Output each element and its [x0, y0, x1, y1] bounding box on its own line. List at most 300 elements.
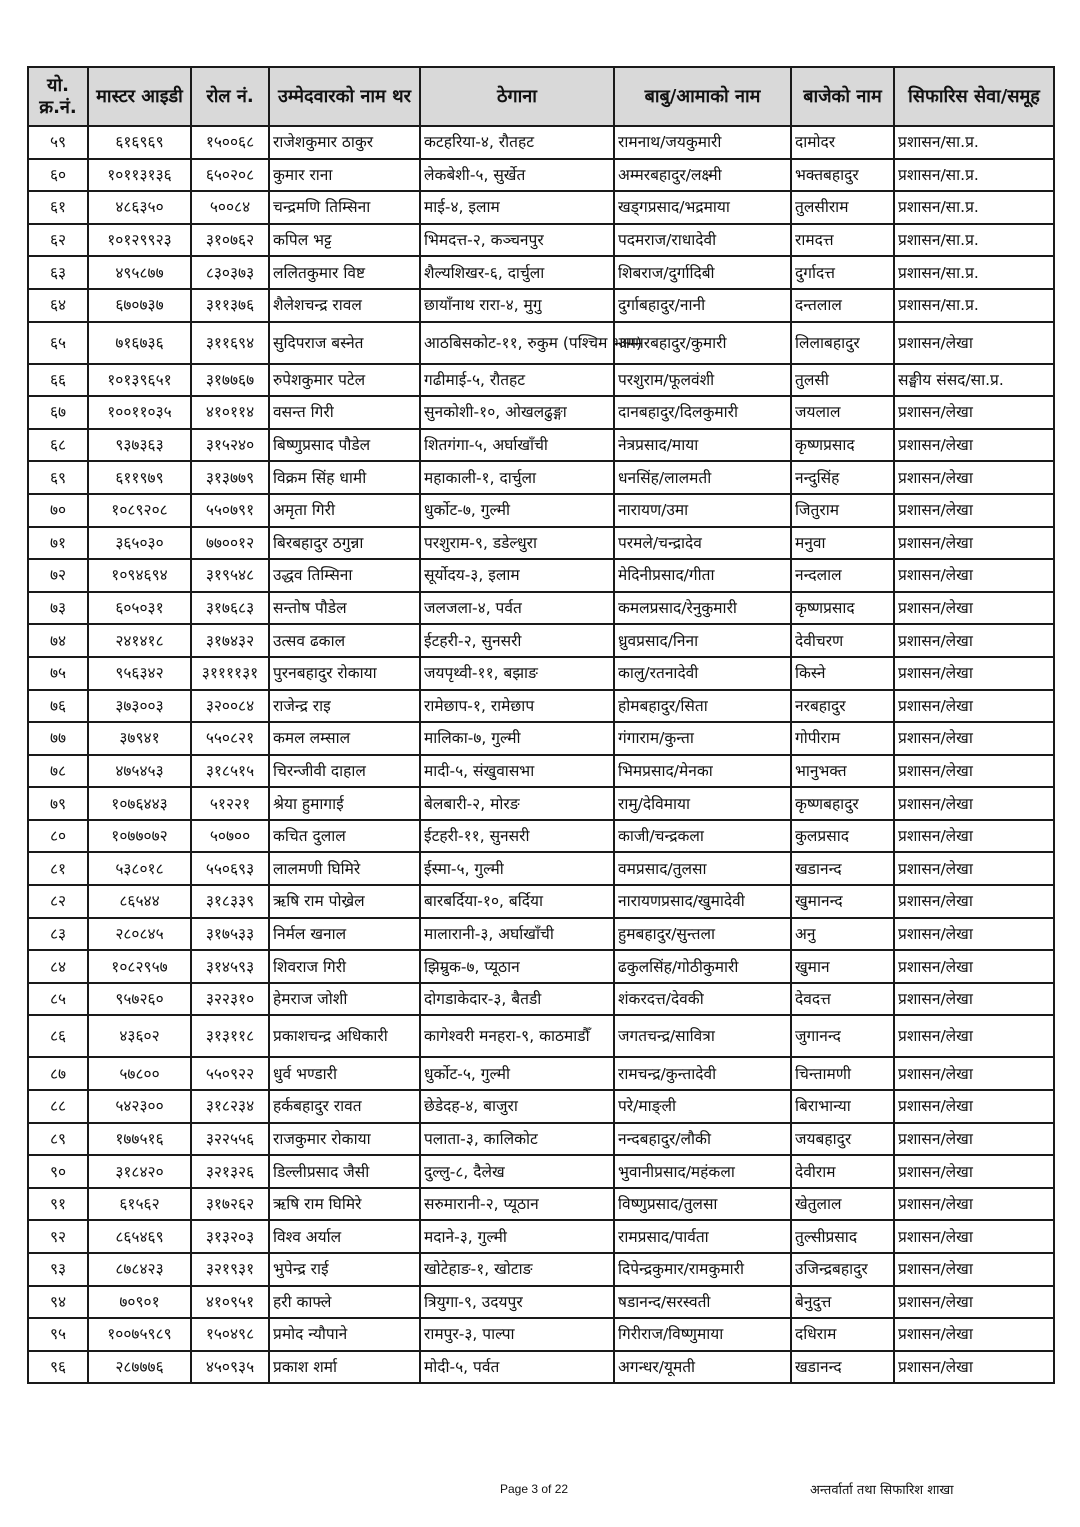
cell-recommended-service: प्रशासन/लेखा: [894, 494, 1054, 527]
cell-parents-name: नारायणप्रसाद/खुमादेवी: [614, 885, 791, 918]
table-row: [28, 1090, 1054, 1123]
cell-recommended-service: प्रशासन/लेखा: [894, 592, 1054, 625]
cell-roll-no: ६५०२०८: [191, 159, 269, 192]
cell-parents-name: दुर्गाबहादुर/नानी: [614, 289, 791, 322]
cell-master-id: १०१३९६५१: [88, 364, 191, 397]
cell-candidate-name: अमृता गिरी: [269, 494, 420, 527]
cell-address: शितगंगा-५, अर्घाखाँची: [420, 429, 614, 462]
cell-candidate-name: ललितकुमार विष्ट: [269, 256, 420, 289]
cell-serial: ९६: [28, 1351, 88, 1384]
table-row: [28, 1155, 1054, 1188]
cell-roll-no: १५०४९८: [191, 1318, 269, 1351]
cell-roll-no: ३२२३१०: [191, 983, 269, 1016]
cell-serial: ९२: [28, 1220, 88, 1253]
header-serial: यो. क्र.नं.: [28, 67, 88, 126]
cell-recommended-service: प्रशासन/लेखा: [894, 852, 1054, 885]
cell-grandfather-name: खुमानन्द: [791, 885, 894, 918]
cell-address: कटहरिया-४, रौतहट: [420, 126, 614, 159]
cell-address: मालारानी-३, अर्घाखाँची: [420, 918, 614, 951]
cell-recommended-service: प्रशासन/लेखा: [894, 983, 1054, 1016]
cell-grandfather-name: किस्ने: [791, 657, 894, 690]
cell-master-id: ८७८४२३: [88, 1253, 191, 1286]
cell-master-id: ४७५४५३: [88, 755, 191, 788]
cell-serial: ८०: [28, 820, 88, 853]
cell-candidate-name: निर्मल खनाल: [269, 918, 420, 951]
cell-candidate-name: उद्धव तिम्सिना: [269, 559, 420, 592]
cell-address: सरुमारानी-२, प्यूठान: [420, 1188, 614, 1221]
cell-master-id: १०८२९५७: [88, 950, 191, 983]
cell-master-id: ४३६०२: [88, 1015, 191, 1057]
cell-parents-name: रामु/देविमाया: [614, 787, 791, 820]
cell-master-id: २४१४१८: [88, 624, 191, 657]
cell-parents-name: जगतचन्द्र/सावित्रा: [614, 1015, 791, 1057]
cell-recommended-service: प्रशासन/लेखा: [894, 918, 1054, 951]
cell-roll-no: ५०७००: [191, 820, 269, 853]
cell-serial: ८७: [28, 1057, 88, 1090]
cell-parents-name: शिबराज/दुर्गादिबी: [614, 256, 791, 289]
table-row: [28, 885, 1054, 918]
cell-recommended-service: प्रशासन/सा.प्र.: [894, 224, 1054, 257]
cell-master-id: ६७०७३७: [88, 289, 191, 322]
cell-roll-no: ७७००१२: [191, 527, 269, 560]
cell-roll-no: ३२१९३१: [191, 1253, 269, 1286]
cell-recommended-service: प्रशासन/लेखा: [894, 396, 1054, 429]
cell-master-id: ५७८००: [88, 1057, 191, 1090]
cell-grandfather-name: कृष्णबहादुर: [791, 787, 894, 820]
cell-candidate-name: प्रमोद न्यौपाने: [269, 1318, 420, 1351]
cell-parents-name: रामप्रसाद/पार्वता: [614, 1220, 791, 1253]
cell-grandfather-name: नन्दलाल: [791, 559, 894, 592]
cell-address: खोटेहाङ-१, खोटाङ: [420, 1253, 614, 1286]
cell-candidate-name: राजेन्द्र राइ: [269, 690, 420, 723]
cell-serial: ९१: [28, 1188, 88, 1221]
cell-candidate-name: रुपेशकुमार पटेल: [269, 364, 420, 397]
cell-grandfather-name: गोपीराम: [791, 722, 894, 755]
cell-recommended-service: प्रशासन/लेखा: [894, 1123, 1054, 1156]
table-row: [28, 950, 1054, 983]
cell-parents-name: पदमराज/राधादेवी: [614, 224, 791, 257]
cell-address: बेलबारी-२, मोरङ: [420, 787, 614, 820]
cell-recommended-service: प्रशासन/लेखा: [894, 657, 1054, 690]
cell-roll-no: ३१५२४०: [191, 429, 269, 462]
cell-address: गढीमाई-५, रौतहट: [420, 364, 614, 397]
table-row: [28, 1015, 1054, 1057]
cell-roll-no: ३१८२३४: [191, 1090, 269, 1123]
cell-roll-no: ५५०९२२: [191, 1057, 269, 1090]
table-row: [28, 289, 1054, 322]
header-master-id: मास्टर आइडी: [88, 67, 191, 126]
cell-serial: ८६: [28, 1015, 88, 1057]
cell-serial: ७७: [28, 722, 88, 755]
cell-serial: ६०: [28, 159, 88, 192]
table-row: [28, 191, 1054, 224]
cell-master-id: ३६५०३०: [88, 527, 191, 560]
cell-roll-no: ३२००८४: [191, 690, 269, 723]
table-row: [28, 1351, 1054, 1384]
cell-address: झिम्रुक-७, प्यूठान: [420, 950, 614, 983]
cell-master-id: ६१५६२: [88, 1188, 191, 1221]
cell-address: ईटहरी-२, सुनसरी: [420, 624, 614, 657]
cell-address: कागेश्वरी मनहरा-९, काठमाडौँ: [420, 1015, 614, 1057]
cell-parents-name: परमले/चन्द्रादेव: [614, 527, 791, 560]
cell-grandfather-name: जयबहादुर: [791, 1123, 894, 1156]
cell-master-id: ८६५४६९: [88, 1220, 191, 1253]
table-row: [28, 159, 1054, 192]
cell-grandfather-name: कृष्णप्रसाद: [791, 429, 894, 462]
cell-roll-no: ५१२२१: [191, 787, 269, 820]
cell-candidate-name: ऋषि राम घिमिरे: [269, 1188, 420, 1221]
cell-grandfather-name: नरबहादुर: [791, 690, 894, 723]
cell-recommended-service: प्रशासन/सा.प्र.: [894, 256, 1054, 289]
cell-master-id: २८०८४५: [88, 918, 191, 951]
table-row: [28, 494, 1054, 527]
cell-grandfather-name: मनुवा: [791, 527, 894, 560]
cell-address: सूर्योदय-३, इलाम: [420, 559, 614, 592]
cell-grandfather-name: अनु: [791, 918, 894, 951]
cell-roll-no: ३१४५९३: [191, 950, 269, 983]
cell-recommended-service: प्रशासन/लेखा: [894, 1318, 1054, 1351]
cell-grandfather-name: नन्दुसिंह: [791, 461, 894, 494]
cell-address: लेकबेशी-५, सुर्खेत: [420, 159, 614, 192]
cell-master-id: ४८६३५०: [88, 191, 191, 224]
cell-grandfather-name: रामदत्त: [791, 224, 894, 257]
cell-recommended-service: प्रशासन/सा.प्र.: [894, 126, 1054, 159]
cell-master-id: ५४२३००: [88, 1090, 191, 1123]
cell-roll-no: ३१७६८३: [191, 592, 269, 625]
cell-candidate-name: हर्कबहादुर रावत: [269, 1090, 420, 1123]
cell-recommended-service: प्रशासन/लेखा: [894, 1220, 1054, 1253]
table-row: [28, 461, 1054, 494]
cell-master-id: ९३७३६३: [88, 429, 191, 462]
cell-address: धुर्कोट-५, गुल्मी: [420, 1057, 614, 1090]
cell-candidate-name: हरी काफ्ले: [269, 1286, 420, 1319]
header-address: ठेगाना: [420, 67, 614, 126]
cell-master-id: १०९४६९४: [88, 559, 191, 592]
cell-grandfather-name: देवीचरण: [791, 624, 894, 657]
cell-roll-no: ३१३११८: [191, 1015, 269, 1057]
table-row: [28, 1188, 1054, 1221]
table-row: [28, 322, 1054, 364]
cell-parents-name: ढकुलसिंह/गोठीकुमारी: [614, 950, 791, 983]
cell-grandfather-name: भानुभक्त: [791, 755, 894, 788]
cell-serial: ९०: [28, 1155, 88, 1188]
cell-address: दुल्लु-८, दैलेख: [420, 1155, 614, 1188]
cell-roll-no: ५५०६९३: [191, 852, 269, 885]
cell-candidate-name: धुर्व भण्डारी: [269, 1057, 420, 1090]
table-body: [28, 126, 1054, 1383]
table-row: [28, 559, 1054, 592]
cell-roll-no: ३१७२६२: [191, 1188, 269, 1221]
cell-candidate-name: पुरनबहादुर रोकाया: [269, 657, 420, 690]
cell-address: त्रियुगा-९, उदयपुर: [420, 1286, 614, 1319]
cell-master-id: १०७७०७२: [88, 820, 191, 853]
cell-master-id: १०१२९९२३: [88, 224, 191, 257]
cell-parents-name: अगन्धर/यूमती: [614, 1351, 791, 1384]
cell-parents-name: रामचन्द्र/कुन्तादेवी: [614, 1057, 791, 1090]
cell-address: भिमदत्त-२, कञ्चनपुर: [420, 224, 614, 257]
cell-master-id: १००११०३५: [88, 396, 191, 429]
cell-candidate-name: कपिल भट्ट: [269, 224, 420, 257]
cell-parents-name: नारायण/उमा: [614, 494, 791, 527]
cell-grandfather-name: जुगानन्द: [791, 1015, 894, 1057]
cell-parents-name: अम्मरबहादुर/लक्ष्मी: [614, 159, 791, 192]
cell-master-id: ९५७२६०: [88, 983, 191, 1016]
cell-roll-no: ३१७५३३: [191, 918, 269, 951]
cell-parents-name: दिपेन्द्रकुमार/रामकुमारी: [614, 1253, 791, 1286]
cell-roll-no: ३१३२०३: [191, 1220, 269, 1253]
table-row: [28, 755, 1054, 788]
cell-parents-name: भिमप्रसाद/मेनका: [614, 755, 791, 788]
cell-address: महाकाली-१, दार्चुला: [420, 461, 614, 494]
cell-parents-name: दानबहादुर/दिलकुमारी: [614, 396, 791, 429]
cell-parents-name: गिरीराज/विष्णुमाया: [614, 1318, 791, 1351]
cell-master-id: ८६५४४: [88, 885, 191, 918]
cell-master-id: ७१६७३६: [88, 322, 191, 364]
page-number: Page 3 of 22: [500, 1482, 569, 1496]
table-row: [28, 396, 1054, 429]
cell-parents-name: खड्गप्रसाद/भद्रमाया: [614, 191, 791, 224]
cell-serial: ८४: [28, 950, 88, 983]
cell-grandfather-name: तुलसी: [791, 364, 894, 397]
cell-serial: ६७: [28, 396, 88, 429]
cell-address: जयपृथ्वी-११, बझाङ: [420, 657, 614, 690]
cell-serial: ६२: [28, 224, 88, 257]
cell-candidate-name: शैलेशचन्द्र रावल: [269, 289, 420, 322]
table-row: [28, 126, 1054, 159]
cell-master-id: ६०५०३१: [88, 592, 191, 625]
header-roll-no: रोल नं.: [191, 67, 269, 126]
cell-serial: ६५: [28, 322, 88, 364]
cell-address: धुर्कोट-७, गुल्मी: [420, 494, 614, 527]
cell-roll-no: ३१३७७९: [191, 461, 269, 494]
cell-recommended-service: प्रशासन/लेखा: [894, 624, 1054, 657]
cell-serial: ८१: [28, 852, 88, 885]
cell-address: ईस्मा-५, गुल्मी: [420, 852, 614, 885]
cell-serial: ५९: [28, 126, 88, 159]
cell-roll-no: ५५०७९१: [191, 494, 269, 527]
cell-recommended-service: प्रशासन/लेखा: [894, 1015, 1054, 1057]
cell-recommended-service: प्रशासन/लेखा: [894, 755, 1054, 788]
cell-grandfather-name: जयलाल: [791, 396, 894, 429]
cell-parents-name: कमलप्रसाद/रेनुकुमारी: [614, 592, 791, 625]
cell-address: दोगडाकेदार-३, बैतडी: [420, 983, 614, 1016]
cell-serial: ७४: [28, 624, 88, 657]
cell-roll-no: ३१७४३२: [191, 624, 269, 657]
cell-candidate-name: राजेशकुमार ठाकुर: [269, 126, 420, 159]
table-row: [28, 527, 1054, 560]
table-row: [28, 722, 1054, 755]
header-recommended-service: सिफारिस सेवा/समूह: [894, 67, 1054, 126]
header-grandfather-name: बाजेको नाम: [791, 67, 894, 126]
cell-address: शैल्यशिखर-६, दार्चुला: [420, 256, 614, 289]
cell-address: छेडेदह-४, बाजुरा: [420, 1090, 614, 1123]
cell-serial: ९३: [28, 1253, 88, 1286]
cell-candidate-name: विक्रम सिंह धामी: [269, 461, 420, 494]
header-parents-name: बाबु/आमाको नाम: [614, 67, 791, 126]
cell-candidate-name: हेमराज जोशी: [269, 983, 420, 1016]
cell-address: रामपुर-३, पाल्पा: [420, 1318, 614, 1351]
cell-grandfather-name: खडानन्द: [791, 852, 894, 885]
table-row: [28, 1286, 1054, 1319]
cell-serial: ९५: [28, 1318, 88, 1351]
cell-grandfather-name: कुलप्रसाद: [791, 820, 894, 853]
cell-parents-name: परे/माङ्ली: [614, 1090, 791, 1123]
cell-serial: ८२: [28, 885, 88, 918]
cell-roll-no: ४१०११४: [191, 396, 269, 429]
cell-candidate-name: प्रकाश शर्मा: [269, 1351, 420, 1384]
cell-address: माई-४, इलाम: [420, 191, 614, 224]
cell-grandfather-name: दन्तलाल: [791, 289, 894, 322]
cell-recommended-service: प्रशासन/लेखा: [894, 559, 1054, 592]
cell-parents-name: धनसिंह/लालमती: [614, 461, 791, 494]
cell-roll-no: ५००८४: [191, 191, 269, 224]
cell-master-id: १०११३१३६: [88, 159, 191, 192]
cell-recommended-service: प्रशासन/लेखा: [894, 950, 1054, 983]
branch-name: अन्तर्वार्ता तथा सिफारिश शाखा: [810, 1483, 954, 1498]
cell-candidate-name: राजकुमार रोकाया: [269, 1123, 420, 1156]
cell-serial: ८८: [28, 1090, 88, 1123]
cell-parents-name: वमप्रसाद/तुलसा: [614, 852, 791, 885]
cell-master-id: ३७३००३: [88, 690, 191, 723]
table-row: [28, 364, 1054, 397]
table-row: [28, 1318, 1054, 1351]
cell-recommended-service: सङ्घीय संसद/सा.प्र.: [894, 364, 1054, 397]
cell-candidate-name: ऋषि राम पोख्रेल: [269, 885, 420, 918]
cell-address: सुनकोशी-१०, ओखलढुङ्गा: [420, 396, 614, 429]
cell-master-id: १०७६४४३: [88, 787, 191, 820]
cell-parents-name: ध्रुवप्रसाद/निना: [614, 624, 791, 657]
cell-grandfather-name: उजिन्द्रबहादुर: [791, 1253, 894, 1286]
cell-parents-name: विष्णुप्रसाद/तुलसा: [614, 1188, 791, 1221]
cell-grandfather-name: खुमान: [791, 950, 894, 983]
table-row: [28, 429, 1054, 462]
cell-parents-name: गंगाराम/कुन्ता: [614, 722, 791, 755]
cell-grandfather-name: देवीराम: [791, 1155, 894, 1188]
cell-serial: ६४: [28, 289, 88, 322]
cell-master-id: ७०९०१: [88, 1286, 191, 1319]
cell-grandfather-name: दधिराम: [791, 1318, 894, 1351]
cell-address: पलाता-३, कालिकोट: [420, 1123, 614, 1156]
cell-roll-no: ३२२५५६: [191, 1123, 269, 1156]
cell-serial: ६१: [28, 191, 88, 224]
cell-parents-name: अम्मरबहादुर/कुमारी: [614, 322, 791, 364]
cell-parents-name: नन्दबहादुर/लौकी: [614, 1123, 791, 1156]
cell-grandfather-name: बिराभान्या: [791, 1090, 894, 1123]
cell-parents-name: नेत्रप्रसाद/माया: [614, 429, 791, 462]
cell-serial: ८३: [28, 918, 88, 951]
cell-recommended-service: प्रशासन/लेखा: [894, 461, 1054, 494]
cell-parents-name: शंकरदत्त/देवकी: [614, 983, 791, 1016]
cell-recommended-service: प्रशासन/लेखा: [894, 527, 1054, 560]
cell-recommended-service: प्रशासन/सा.प्र.: [894, 191, 1054, 224]
cell-recommended-service: प्रशासन/सा.प्र.: [894, 289, 1054, 322]
cell-grandfather-name: खेतुलाल: [791, 1188, 894, 1221]
cell-serial: ७५: [28, 657, 88, 690]
cell-address: रामेछाप-१, रामेछाप: [420, 690, 614, 723]
cell-roll-no: ३११११३१: [191, 657, 269, 690]
cell-recommended-service: प्रशासन/लेखा: [894, 1057, 1054, 1090]
cell-roll-no: ५५०८२१: [191, 722, 269, 755]
cell-candidate-name: वसन्त गिरी: [269, 396, 420, 429]
cell-recommended-service: प्रशासन/लेखा: [894, 1286, 1054, 1319]
table-row: [28, 224, 1054, 257]
cell-grandfather-name: दामोदर: [791, 126, 894, 159]
cell-serial: ८५: [28, 983, 88, 1016]
table-row: [28, 256, 1054, 289]
cell-serial: ८९: [28, 1123, 88, 1156]
cell-candidate-name: कचित दुलाल: [269, 820, 420, 853]
cell-candidate-name: विश्व अर्याल: [269, 1220, 420, 1253]
table-row: [28, 1123, 1054, 1156]
cell-candidate-name: सुदिपराज बस्नेत: [269, 322, 420, 364]
cell-master-id: ३१८४२०: [88, 1155, 191, 1188]
cell-roll-no: ४१०९५१: [191, 1286, 269, 1319]
cell-grandfather-name: जितुराम: [791, 494, 894, 527]
cell-recommended-service: प्रशासन/लेखा: [894, 429, 1054, 462]
table-row: [28, 657, 1054, 690]
cell-master-id: ६११९७९: [88, 461, 191, 494]
cell-master-id: १७७५१६: [88, 1123, 191, 1156]
cell-candidate-name: चन्द्रमणि तिम्सिना: [269, 191, 420, 224]
cell-serial: ६९: [28, 461, 88, 494]
cell-grandfather-name: लिलाबहादुर: [791, 322, 894, 364]
cell-roll-no: ८३०३७३: [191, 256, 269, 289]
cell-master-id: १०८९२०८: [88, 494, 191, 527]
cell-roll-no: ३११६९४: [191, 322, 269, 364]
cell-roll-no: ३१८३३९: [191, 885, 269, 918]
table-row: [28, 983, 1054, 1016]
cell-grandfather-name: देवदत्त: [791, 983, 894, 1016]
cell-grandfather-name: खडानन्द: [791, 1351, 894, 1384]
table-row: [28, 1057, 1054, 1090]
cell-parents-name: मेदिनीप्रसाद/गीता: [614, 559, 791, 592]
cell-recommended-service: प्रशासन/लेखा: [894, 1188, 1054, 1221]
table-row: [28, 852, 1054, 885]
cell-parents-name: परशुराम/फूलवंशी: [614, 364, 791, 397]
cell-master-id: १००७५९८९: [88, 1318, 191, 1351]
cell-recommended-service: प्रशासन/लेखा: [894, 1090, 1054, 1123]
cell-recommended-service: प्रशासन/लेखा: [894, 1351, 1054, 1384]
cell-candidate-name: डिल्लीप्रसाद जैसी: [269, 1155, 420, 1188]
cell-candidate-name: लालमणी घिमिरे: [269, 852, 420, 885]
cell-address: जलजला-४, पर्वत: [420, 592, 614, 625]
cell-serial: ७६: [28, 690, 88, 723]
cell-master-id: ५३८०१८: [88, 852, 191, 885]
table-row: [28, 787, 1054, 820]
cell-serial: ९४: [28, 1286, 88, 1319]
table-row: [28, 592, 1054, 625]
cell-candidate-name: चिरन्जीवी दाहाल: [269, 755, 420, 788]
cell-serial: ७८: [28, 755, 88, 788]
cell-roll-no: ३१८५१५: [191, 755, 269, 788]
cell-recommended-service: प्रशासन/लेखा: [894, 820, 1054, 853]
table-row: [28, 918, 1054, 951]
cell-recommended-service: प्रशासन/लेखा: [894, 690, 1054, 723]
cell-master-id: ३७९४१: [88, 722, 191, 755]
cell-recommended-service: प्रशासन/लेखा: [894, 322, 1054, 364]
cell-master-id: ६१६९६९: [88, 126, 191, 159]
cell-recommended-service: प्रशासन/लेखा: [894, 1155, 1054, 1188]
cell-parents-name: षडानन्द/सरस्वती: [614, 1286, 791, 1319]
cell-candidate-name: श्रेया हुमागाई: [269, 787, 420, 820]
cell-serial: ७३: [28, 592, 88, 625]
cell-parents-name: रामनाथ/जयकुमारी: [614, 126, 791, 159]
cell-parents-name: कालु/रतनादेवी: [614, 657, 791, 690]
cell-address: आठबिसकोट-११, रुकुम (पश्चिम भाग): [420, 322, 614, 364]
header-candidate-name: उम्मेदवारको नाम थर: [269, 67, 420, 126]
cell-grandfather-name: चिन्तामणी: [791, 1057, 894, 1090]
cell-candidate-name: कमल लम्साल: [269, 722, 420, 755]
